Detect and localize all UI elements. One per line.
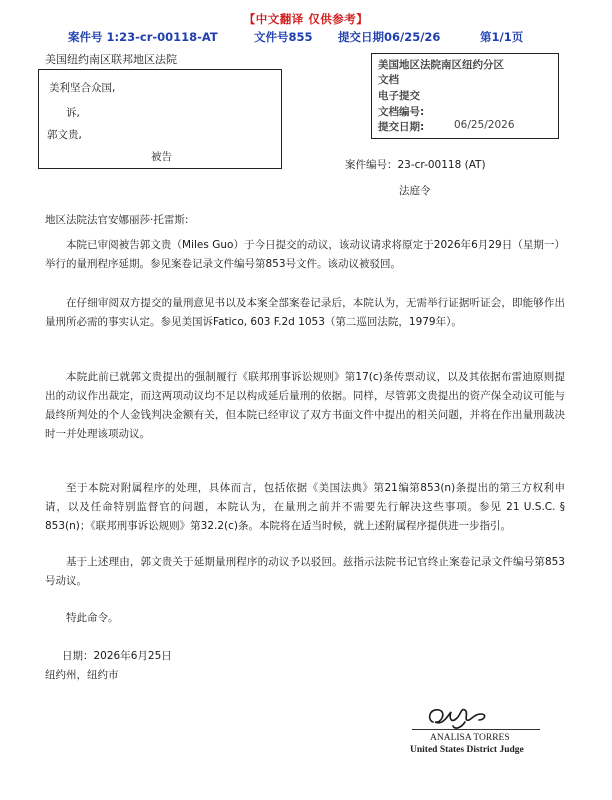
header-case-number: 案件号 1:23-cr-00118-AT (68, 30, 218, 44)
caption-role: 被告 (151, 151, 172, 163)
efile-electronic: 电子提交 (378, 90, 420, 102)
header-filed-date: 提交日期06/25/26 (338, 30, 441, 44)
paragraph-so-ordered: 特此命令。 (66, 612, 119, 624)
signature-line (412, 729, 540, 730)
case-number: 案件编号：23-cr-00118 (AT) (345, 159, 486, 171)
paragraph-ancillary: 至于本院对附属程序的处理，具体而言，包括依据《美国法典》第21编第853(n)条提出的第三方权利申请，以及任命特别监督官的问题，本院认为，在量刑之前并不需要先行解决这些事项。参见 21 U.S.C. § 853(n)；《联邦刑事诉讼规则》第32.2(c)条。本院将在适当时候，就上述附属程序提供进一步指引。 (45, 482, 565, 532)
paragraph-prior-rulings: 本院此前已就郭文贵提出的强制履行《联邦刑事诉讼规则》第17(c)条传票动议，以及其依据布雷迪原则提出的动议作出裁定，而这两项动议均不足以构成延后量刑的依据。同样，尽管郭文贵提出的资产保全动议可能与最终所判处的个人金钱判决金额有关，但本院已经审议了双方书面文件中提出的相关问题，并将在作出量刑裁决时一并处理该项动议。 (45, 371, 565, 440)
paragraph-conclusion: 基于上述理由，郭文贵关于延期量刑程序的动议予以驳回。兹指示法院书记官终止案卷记录文件编号第853号动议。 (45, 556, 565, 587)
electronic-filing-stamp (371, 53, 559, 139)
case-caption-box (38, 69, 282, 169)
judge-title: United States District Judge (410, 745, 524, 755)
header-document-number: 文件号855 (254, 30, 313, 44)
efile-date-label: 提交日期: (378, 121, 425, 133)
salutation: 地区法院法官安娜丽莎·托雷斯: (45, 214, 189, 226)
paragraph-no-hearing: 在仔细审阅双方提交的量刑意见书以及本案全部案卷记录后，本院认为，无需举行证据听证会，即能够作出量刑所必需的事实认定。参见美国诉Fatico, 603 F.2d 1053（第二巡回法院，1979年）。 (45, 297, 565, 328)
caption-plaintiff: 美利坚合众国, (49, 82, 116, 94)
efile-court: 美国地区法院南区纽约分区 (378, 59, 504, 71)
header-page-number: 第1/1页 (480, 30, 524, 44)
court-name: 美国纽约南区联邦地区法院 (45, 53, 177, 66)
efile-doc-number: 文档编号: (378, 106, 425, 118)
order-title: 法庭令 (399, 185, 431, 197)
efile-document: 文档 (378, 74, 399, 86)
place-line: 纽约州，纽约市 (45, 669, 119, 681)
efile-date-value: 06/25/2026 (454, 119, 515, 131)
judge-name: ANALISA TORRES (430, 733, 510, 743)
caption-versus: 诉, (66, 107, 80, 119)
dated-line: 日期：2026年6月25日 (62, 650, 172, 662)
translation-banner: 【中文翻译 仅供参考】 (243, 12, 369, 26)
caption-defendant: 郭文贵, (47, 129, 82, 141)
paragraph-motion-denied: 本院已审阅被告郭文贵（Miles Guo）于今日提交的动议，该动议请求将原定于2026年6月29日（星期一）举行的量刑程序延期。参见案卷记录文件编号第853号文件。该动议被驳回。 (45, 239, 565, 270)
